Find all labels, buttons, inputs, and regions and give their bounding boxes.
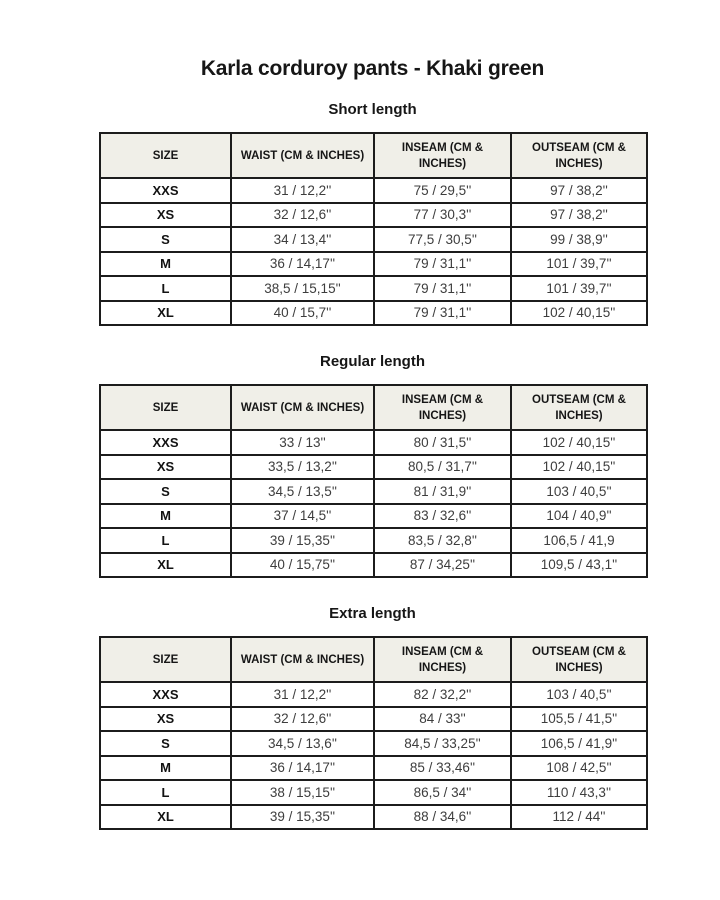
- measurement-cell: 37 / 14,5'': [231, 504, 374, 529]
- size-table-section: [99, 353, 646, 578]
- measurement-cell: 103 / 40,5'': [511, 479, 647, 504]
- measurement-cell: 97 / 38,2'': [511, 203, 647, 228]
- size-label-cell: M: [100, 756, 231, 781]
- measurement-cell: 40 / 15,7'': [231, 301, 374, 326]
- column-header: INSEAM (CM & INCHES): [374, 385, 511, 430]
- tables-container: [99, 101, 646, 830]
- header-row: [100, 637, 647, 682]
- measurement-cell: 83 / 32,6'': [374, 504, 511, 529]
- measurement-cell: 77,5 / 30,5'': [374, 227, 511, 252]
- measurement-cell: 34,5 / 13,5'': [231, 479, 374, 504]
- size-label-cell: XS: [100, 707, 231, 732]
- measurement-cell: 99 / 38,9'': [511, 227, 647, 252]
- header-row: [100, 133, 647, 178]
- header-row: [100, 385, 647, 430]
- table-row: [100, 178, 647, 203]
- column-header: SIZE: [100, 133, 231, 178]
- measurement-cell: 102 / 40,15'': [511, 455, 647, 480]
- measurement-cell: 112 / 44'': [511, 805, 647, 830]
- measurement-cell: 79 / 31,1'': [374, 301, 511, 326]
- measurement-cell: 88 / 34,6'': [374, 805, 511, 830]
- measurement-cell: 34 / 13,4'': [231, 227, 374, 252]
- column-header: WAIST (CM & INCHES): [231, 385, 374, 430]
- table-row: [100, 252, 647, 277]
- size-table: [99, 384, 648, 578]
- measurement-cell: 101 / 39,7'': [511, 252, 647, 277]
- table-row: [100, 528, 647, 553]
- column-header: INSEAM (CM & INCHES): [374, 637, 511, 682]
- size-table: [99, 132, 648, 326]
- size-label-cell: L: [100, 276, 231, 301]
- size-label-cell: M: [100, 252, 231, 277]
- measurement-cell: 38 / 15,15'': [231, 780, 374, 805]
- column-header: WAIST (CM & INCHES): [231, 133, 374, 178]
- table-row: [100, 479, 647, 504]
- table-row: [100, 203, 647, 228]
- table-row: [100, 430, 647, 455]
- measurement-cell: 87 / 34,25'': [374, 553, 511, 578]
- measurement-cell: 84,5 / 33,25'': [374, 731, 511, 756]
- measurement-cell: 39 / 15,35'': [231, 805, 374, 830]
- measurement-cell: 32 / 12,6'': [231, 707, 374, 732]
- measurement-cell: 31 / 12,2'': [231, 178, 374, 203]
- measurement-cell: 86,5 / 34'': [374, 780, 511, 805]
- table-row: [100, 553, 647, 578]
- measurement-cell: 82 / 32,2'': [374, 682, 511, 707]
- size-label-cell: L: [100, 780, 231, 805]
- measurement-cell: 105,5 / 41,5'': [511, 707, 647, 732]
- measurement-cell: 34,5 / 13,6'': [231, 731, 374, 756]
- measurement-cell: 85 / 33,46'': [374, 756, 511, 781]
- size-label-cell: XS: [100, 203, 231, 228]
- page-title: Karla corduroy pants - Khaki green: [200, 57, 545, 80]
- measurement-cell: 79 / 31,1'': [374, 276, 511, 301]
- table-row: [100, 756, 647, 781]
- table-title: Extra length: [329, 605, 416, 622]
- measurement-cell: 79 / 31,1'': [374, 252, 511, 277]
- measurement-cell: 33 / 13'': [231, 430, 374, 455]
- table-row: [100, 455, 647, 480]
- size-label-cell: M: [100, 504, 231, 529]
- column-header: OUTSEAM (CM & INCHES): [511, 133, 647, 178]
- size-table-section: [99, 101, 646, 326]
- size-label-cell: XL: [100, 301, 231, 326]
- size-label-cell: S: [100, 227, 231, 252]
- table-row: [100, 731, 647, 756]
- table-row: [100, 504, 647, 529]
- size-label-cell: XXS: [100, 178, 231, 203]
- measurement-cell: 106,5 / 41,9'': [511, 731, 647, 756]
- table-row: [100, 682, 647, 707]
- size-label-cell: XL: [100, 553, 231, 578]
- measurement-cell: 104 / 40,9'': [511, 504, 647, 529]
- size-label-cell: XXS: [100, 430, 231, 455]
- table-row: [100, 276, 647, 301]
- table-row: [100, 227, 647, 252]
- measurement-cell: 80 / 31,5'': [374, 430, 511, 455]
- measurement-cell: 81 / 31,9'': [374, 479, 511, 504]
- table-row: [100, 805, 647, 830]
- measurement-cell: 38,5 / 15,15'': [231, 276, 374, 301]
- size-label-cell: S: [100, 479, 231, 504]
- measurement-cell: 40 / 15,75'': [231, 553, 374, 578]
- table-row: [100, 707, 647, 732]
- measurement-cell: 83,5 / 32,8'': [374, 528, 511, 553]
- column-header: OUTSEAM (CM & INCHES): [511, 385, 647, 430]
- table-row: [100, 301, 647, 326]
- size-label-cell: L: [100, 528, 231, 553]
- column-header: WAIST (CM & INCHES): [231, 637, 374, 682]
- size-chart-content: [99, 56, 646, 830]
- size-label-cell: XS: [100, 455, 231, 480]
- size-table-section: [99, 605, 646, 830]
- column-header: SIZE: [100, 385, 231, 430]
- measurement-cell: 36 / 14,17'': [231, 252, 374, 277]
- measurement-cell: 108 / 42,5'': [511, 756, 647, 781]
- column-header: INSEAM (CM & INCHES): [374, 133, 511, 178]
- column-header: OUTSEAM (CM & INCHES): [511, 637, 647, 682]
- measurement-cell: 102 / 40,15'': [511, 301, 647, 326]
- measurement-cell: 106,5 / 41,9: [511, 528, 647, 553]
- measurement-cell: 102 / 40,15'': [511, 430, 647, 455]
- measurement-cell: 97 / 38,2'': [511, 178, 647, 203]
- measurement-cell: 36 / 14,17'': [231, 756, 374, 781]
- measurement-cell: 33,5 / 13,2'': [231, 455, 374, 480]
- measurement-cell: 101 / 39,7'': [511, 276, 647, 301]
- measurement-cell: 110 / 43,3'': [511, 780, 647, 805]
- measurement-cell: 84 / 33'': [374, 707, 511, 732]
- size-label-cell: S: [100, 731, 231, 756]
- size-label-cell: XXS: [100, 682, 231, 707]
- column-header: SIZE: [100, 637, 231, 682]
- measurement-cell: 39 / 15,35'': [231, 528, 374, 553]
- table-title: Regular length: [319, 353, 425, 370]
- measurement-cell: 77 / 30,3'': [374, 203, 511, 228]
- size-label-cell: XL: [100, 805, 231, 830]
- measurement-cell: 103 / 40,5'': [511, 682, 647, 707]
- table-title: Short length: [328, 101, 417, 118]
- size-table: [99, 636, 648, 830]
- measurement-cell: 31 / 12,2'': [231, 682, 374, 707]
- measurement-cell: 109,5 / 43,1'': [511, 553, 647, 578]
- table-row: [100, 780, 647, 805]
- measurement-cell: 75 / 29,5'': [374, 178, 511, 203]
- measurement-cell: 32 / 12,6'': [231, 203, 374, 228]
- measurement-cell: 80,5 / 31,7'': [374, 455, 511, 480]
